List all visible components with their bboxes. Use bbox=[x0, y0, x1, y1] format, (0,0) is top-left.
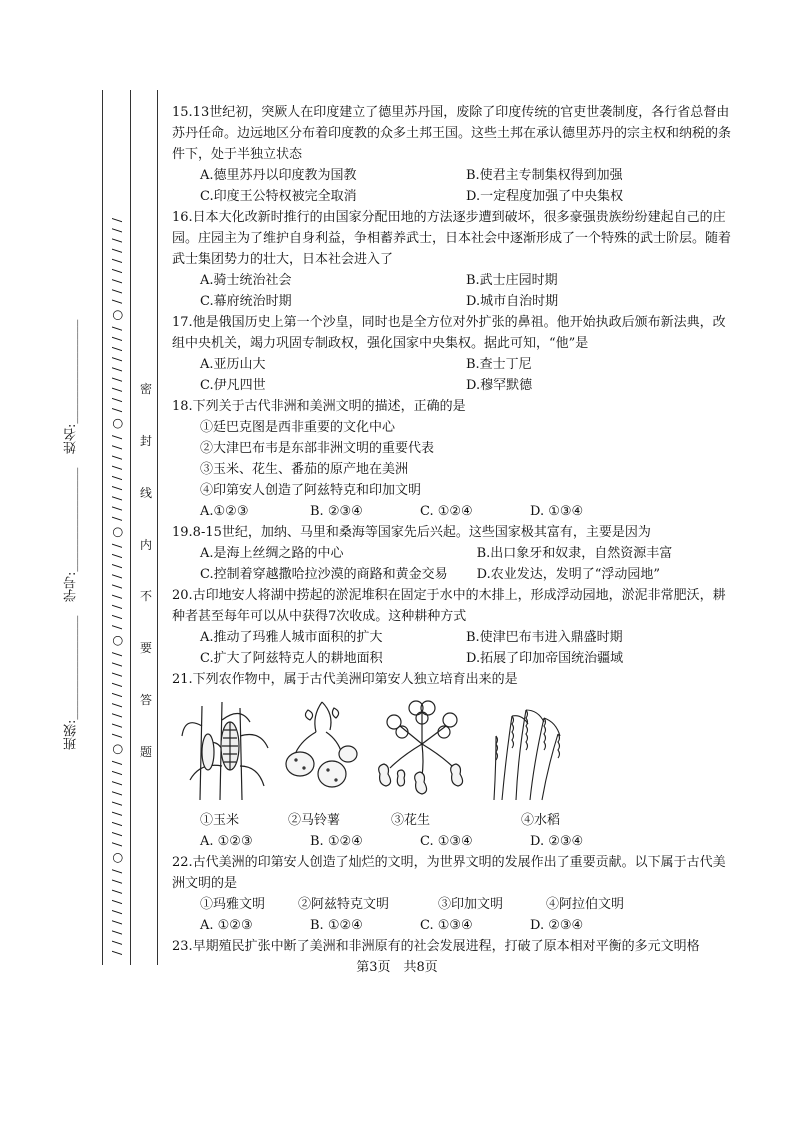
option-b[interactable]: B.使津巴布韦进入鼎盛时期 bbox=[466, 630, 623, 645]
option-d[interactable]: D.拓展了印加帝国统治疆域 bbox=[466, 651, 624, 666]
question-18-options bbox=[172, 501, 732, 522]
question-15-options bbox=[172, 165, 732, 207]
option-a[interactable]: A.德里苏丹以印度教为国教 bbox=[200, 168, 357, 183]
seal-char: 线 bbox=[139, 485, 152, 500]
id-field[interactable]: 学号:________________ bbox=[64, 467, 79, 603]
option-c[interactable]: C.印度王公特权被完全取消 bbox=[200, 189, 357, 204]
statement: ①廷巴克图是西非重要的文化中心 bbox=[200, 420, 396, 435]
question-21-options bbox=[172, 831, 732, 852]
question-16-options bbox=[172, 270, 732, 312]
crop-illustrations bbox=[172, 696, 732, 802]
crop-label: ④水稻 bbox=[521, 813, 561, 828]
option-c[interactable]: C.幕府统治时期 bbox=[200, 294, 292, 309]
seal-char: 内 bbox=[139, 537, 152, 552]
option-d[interactable]: D.穆罕默德 bbox=[466, 378, 533, 393]
seal-char: 题 bbox=[139, 744, 152, 759]
crop-label: ①玉米 bbox=[200, 813, 240, 828]
binding-line-2 bbox=[130, 90, 131, 965]
statement: ②阿兹特克文明 bbox=[298, 897, 390, 912]
option-b[interactable]: B.查士丁尼 bbox=[466, 357, 532, 372]
rice-illustration bbox=[482, 696, 566, 802]
option-c[interactable]: C. ①③④ bbox=[420, 834, 473, 849]
statement: ③玉米、花生、番茄的原产地在美洲 bbox=[200, 462, 409, 477]
seal-char: 要 bbox=[139, 641, 152, 656]
question-20-options bbox=[172, 627, 732, 669]
option-c[interactable]: C.伊凡四世 bbox=[200, 378, 266, 393]
option-c[interactable]: C. ①③④ bbox=[420, 918, 473, 933]
option-a[interactable]: A.亚历山大 bbox=[200, 357, 266, 372]
crop-labels bbox=[172, 810, 732, 831]
student-info-column bbox=[62, 320, 86, 750]
question-21-stem: 21.下列农作物中，属于古代美洲印第安人独立培育出来的是 bbox=[172, 672, 518, 687]
option-b[interactable]: B. ①②④ bbox=[310, 834, 363, 849]
question-17-stem: 17.他是俄国历史上第一个沙皇，同时也是全方位对外扩张的鼻祖。他开始执政后颁布新法典，改组中央机关，竭力巩固专制政权，强化国家中央集权。据此可知，“他”是 bbox=[172, 315, 726, 351]
statement: ①玛雅文明 bbox=[200, 897, 266, 912]
seal-char: 不 bbox=[139, 589, 152, 604]
question-22-options bbox=[172, 915, 732, 936]
page-footer: 第3页 共8页 bbox=[356, 960, 438, 975]
option-b[interactable]: B. ①②④ bbox=[310, 918, 363, 933]
potato-illustration bbox=[282, 696, 362, 802]
statement: ③印加文明 bbox=[438, 897, 504, 912]
option-a[interactable]: A. ①②③ bbox=[200, 834, 253, 849]
option-d[interactable]: D.农业发达，发明了“浮动园地” bbox=[476, 567, 661, 582]
question-17-options bbox=[172, 354, 732, 396]
option-d[interactable]: D.一定程度加强了中央集权 bbox=[466, 189, 624, 204]
question-15-stem: 15.13世纪初，突厥人在印度建立了德里苏丹国，废除了印度传统的官吏世袭制度，各行省总督由苏丹任命。边远地区分布着印度教的众多土邦王国。这些土邦在承认德里苏丹的宗主权和纳税的条件下，处于半独立状态 bbox=[172, 105, 732, 162]
option-a[interactable]: A. ①②③ bbox=[200, 918, 253, 933]
option-a[interactable]: A.是海上丝绸之路的中心 bbox=[200, 546, 344, 561]
option-c[interactable]: C. ①②④ bbox=[420, 504, 473, 519]
class-field[interactable]: 班级:________________ bbox=[64, 615, 79, 750]
question-19-stem: 19.8-15世纪，加纳、马里和桑海等国家先后兴起。这些国家极其富有，主要是因为 bbox=[172, 525, 651, 540]
option-b[interactable]: B.出口象牙和奴隶，自然资源丰富 bbox=[476, 546, 673, 561]
option-a[interactable]: A.①②③ bbox=[200, 504, 249, 519]
option-a[interactable]: A.骑士统治社会 bbox=[200, 273, 292, 288]
name-field[interactable]: 姓名:________________ bbox=[64, 320, 79, 455]
crop-label: ③花生 bbox=[391, 813, 431, 828]
seal-char: 封 bbox=[139, 433, 152, 448]
question-19-options bbox=[172, 543, 732, 585]
seal-char: 密 bbox=[139, 382, 152, 396]
peanut-illustration bbox=[372, 696, 472, 802]
question-23-stem: 23.早期殖民扩张中断了美洲和非洲原有的社会发展进程，打破了原本相对平衡的多元文明格 bbox=[172, 939, 700, 954]
option-a[interactable]: A.推动了玛雅人城市面积的扩大 bbox=[200, 630, 383, 645]
question-16-stem: 16.日本大化改新时推行的由国家分配田地的方法逐步遭到破坏，很多豪强贵族纷纷建起自己的庄园。庄园主为了维护自身利益，争相蓄养武士，日本社会中逐渐形成了一个特殊的武士阶层。随着武士集团势力的壮大，日本社会进入了 bbox=[172, 210, 732, 267]
question-22-stem: 22.古代美洲的印第安人创造了灿烂的文明，为世界文明的发展作出了重要贡献。以下属于古代美洲文明的是 bbox=[172, 855, 726, 891]
option-b[interactable]: B.使君主专制集权得到加强 bbox=[466, 168, 623, 183]
option-d[interactable]: D. ②③④ bbox=[530, 834, 584, 849]
option-d[interactable]: D.城市自治时期 bbox=[466, 294, 559, 309]
option-c[interactable]: C.扩大了阿兹特克人的耕地面积 bbox=[200, 651, 383, 666]
statement: ④印第安人创造了阿兹特克和印加文明 bbox=[200, 483, 422, 498]
seal-char: 答 bbox=[139, 693, 152, 708]
question-22-statements bbox=[172, 894, 732, 915]
seal-warning-column bbox=[137, 380, 155, 760]
option-b[interactable]: B.武士庄园时期 bbox=[466, 273, 558, 288]
binding-line-3 bbox=[157, 90, 158, 965]
crop-label: ②马铃薯 bbox=[288, 813, 341, 828]
option-d[interactable]: D. ①③④ bbox=[530, 504, 584, 519]
statement: ④阿拉伯文明 bbox=[546, 897, 625, 912]
questions-content bbox=[172, 102, 732, 957]
corn-illustration bbox=[180, 696, 272, 802]
question-20-stem: 20.古印地安人将湖中捞起的淤泥堆积在固定于水中的木排上，形成浮动园地，淤泥非常肥沃，耕种者甚至每年可以从中获得7次收成。这种耕种方式 bbox=[172, 588, 726, 624]
option-c[interactable]: C.控制着穿越撒哈拉沙漠的商路和黄金交易 bbox=[200, 567, 448, 582]
statement: ②大津巴布韦是东部非洲文明的重要代表 bbox=[200, 441, 435, 456]
binding-line-1 bbox=[102, 90, 103, 965]
option-d[interactable]: D. ②③④ bbox=[530, 918, 584, 933]
seal-slash-column: / / / / / / / / / ○ / / / / / / / / / ○ / / / / / / / / / ○ / / / / / / / / / ○ / / / / / / / / / ○ / / / / / / / / / ○ / / / / / / / / / bbox=[109, 217, 124, 955]
option-b[interactable]: B. ②③④ bbox=[310, 504, 363, 519]
question-18-stem: 18.下列关于古代非洲和美洲文明的描述，正确的是 bbox=[172, 399, 466, 414]
